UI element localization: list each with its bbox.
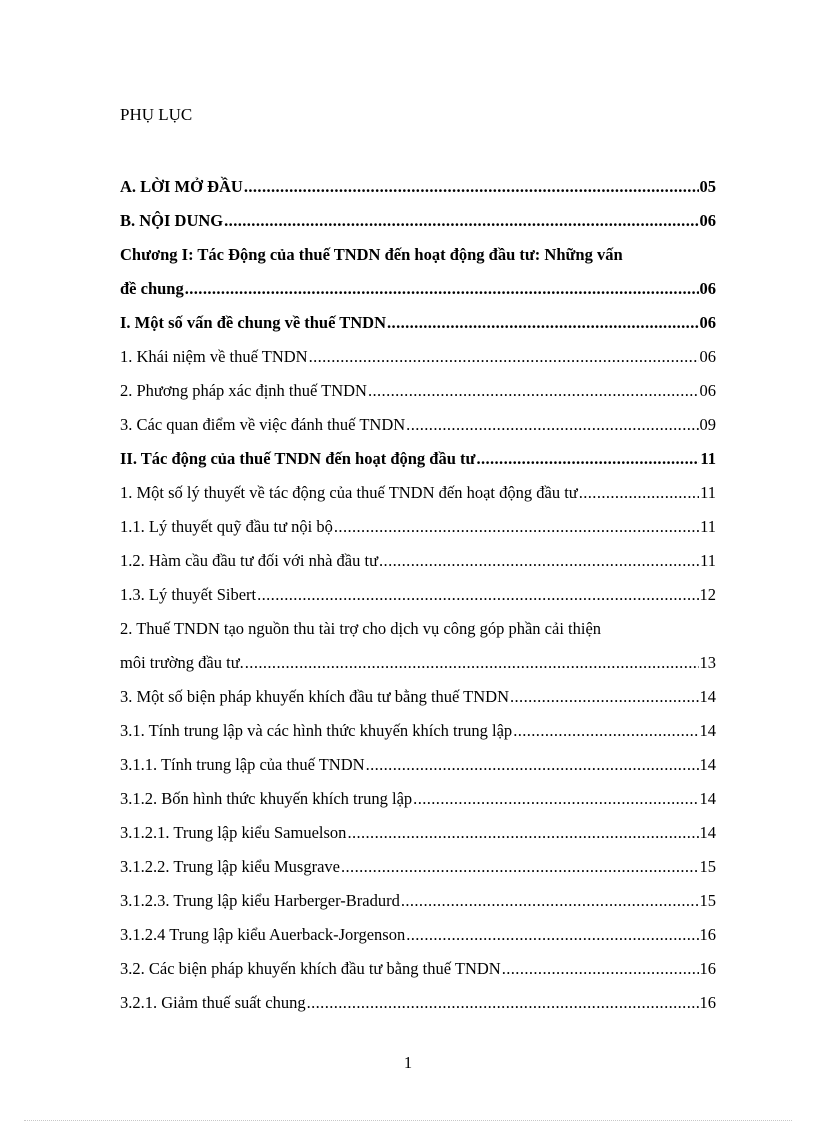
toc-entry-page: 11	[700, 449, 716, 468]
toc-dot-leader	[401, 884, 699, 918]
toc-entry	[120, 782, 716, 816]
toc-entry-page: 16	[699, 993, 716, 1012]
toc-dot-leader	[406, 408, 698, 442]
toc-entry-title: 1. Khái niệm về thuế TNDN	[120, 347, 308, 366]
toc-entry-title: A. LỜI MỞ ĐẦU	[120, 177, 243, 196]
toc-entry-title: 3.1.2.4 Trung lập kiểu Auerback-Jorgenson	[120, 925, 406, 944]
toc-entry	[120, 918, 716, 952]
toc-dot-leader	[579, 476, 699, 510]
toc-entry	[120, 476, 716, 510]
toc-dot-leader	[245, 646, 699, 680]
toc-dot-leader	[257, 578, 698, 612]
toc-entry	[120, 272, 716, 306]
toc-entry-page: 09	[699, 415, 716, 434]
page-number: 1	[403, 1053, 413, 1072]
toc-entry-title: 2. Phương pháp xác định thuế TNDN	[120, 381, 367, 400]
toc-dot-leader	[224, 204, 698, 238]
toc-entry	[120, 612, 716, 646]
toc-entry-title: Chương I: Tác Động của thuế TNDN đến hoạt động đầu tư: Những vấn	[120, 245, 623, 264]
toc-entry	[120, 816, 716, 850]
toc-dot-leader	[476, 442, 699, 476]
toc-entry-page: 06	[699, 347, 716, 366]
toc-entry-title: 3.1.2. Bốn hình thức khuyến khích trung lập	[120, 789, 413, 808]
toc-entry-page: 05	[699, 177, 716, 196]
toc-entry-title: 1. Một số lý thuyết về tác động của thuế TNDN đến hoạt động đầu tư	[120, 483, 578, 502]
toc-entry-title: 3.1.2.3. Trung lập kiểu Harberger-Bradurd	[120, 891, 400, 910]
toc-entry-page: 06	[699, 279, 716, 298]
toc-entry-page: 06	[699, 211, 716, 230]
toc-entry-title: 3.1.2.1. Trung lập kiểu Samuelson	[120, 823, 347, 842]
toc-entry	[120, 646, 716, 680]
toc-dot-leader	[510, 680, 699, 714]
toc-dot-leader	[347, 816, 698, 850]
toc-entry-title: 3.2.1. Giảm thuế suất chung	[120, 993, 306, 1012]
toc-entry-page: 12	[699, 585, 716, 604]
toc-entry	[120, 748, 716, 782]
toc-entry-page: 06	[699, 381, 716, 400]
toc-entry-page: 11	[700, 483, 716, 502]
toc-entry-title: môi trường đầu tư.	[120, 653, 244, 672]
toc-entry-title: 1.2. Hàm cầu đầu tư đối với nhà đầu tư	[120, 551, 379, 570]
toc-entry-page: 14	[699, 687, 716, 706]
toc-dot-leader	[368, 374, 699, 408]
toc-entry-title: 3. Các quan điểm về việc đánh thuế TNDN	[120, 415, 406, 434]
toc-dot-leader	[244, 170, 699, 204]
toc-entry	[120, 884, 716, 918]
table-of-contents	[120, 170, 716, 1020]
toc-dot-leader	[185, 272, 699, 306]
toc-dot-leader	[406, 918, 698, 952]
toc-entry	[120, 204, 716, 238]
toc-entry-title: 2. Thuế TNDN tạo nguồn thu tài trợ cho dịch vụ công góp phần cải thiện	[120, 619, 602, 638]
toc-entry-title: 3.1.1. Tính trung lập của thuế TNDN	[120, 755, 365, 774]
toc-entry	[120, 714, 716, 748]
toc-entry-page: 16	[699, 925, 716, 944]
toc-entry	[120, 986, 716, 1020]
toc-dot-leader	[513, 714, 698, 748]
toc-entry	[120, 408, 716, 442]
toc-entry-page: 15	[699, 891, 716, 910]
toc-entry	[120, 442, 716, 476]
toc-entry	[120, 340, 716, 374]
toc-entry	[120, 306, 716, 340]
toc-dot-leader	[502, 952, 699, 986]
toc-entry-title: đề chung	[120, 279, 184, 298]
toc-dot-leader	[387, 306, 698, 340]
toc-dot-leader	[379, 544, 699, 578]
toc-entry-page: 13	[699, 653, 716, 672]
toc-entry-page: 16	[699, 959, 716, 978]
toc-entry-title: 3. Một số biện pháp khuyến khích đầu tư bằng thuế TNDN	[120, 687, 509, 706]
page-heading: PHỤ LỤC	[120, 105, 193, 124]
toc-entry-title: B. NỘI DUNG	[120, 211, 224, 230]
toc-entry-page: 14	[699, 755, 716, 774]
toc-entry-page: 14	[699, 823, 716, 842]
toc-entry-title: II. Tác động của thuế TNDN đến hoạt động đầu tư	[120, 449, 476, 468]
toc-entry	[120, 578, 716, 612]
toc-entry-page: 14	[699, 721, 716, 740]
toc-dot-leader	[413, 782, 698, 816]
toc-entry	[120, 170, 716, 204]
toc-entry	[120, 544, 716, 578]
toc-dot-leader	[309, 340, 699, 374]
toc-dot-leader	[334, 510, 699, 544]
page-bottom-border	[24, 1120, 792, 1121]
toc-entry-title: 3.1. Tính trung lập và các hình thức khuyến khích trung lập	[120, 721, 513, 740]
toc-entry	[120, 680, 716, 714]
toc-entry-title: 1.3. Lý thuyết Sibert	[120, 585, 257, 604]
toc-entry	[120, 238, 716, 272]
toc-entry-page: 14	[699, 789, 716, 808]
toc-entry-title: 3.1.2.2. Trung lập kiểu Musgrave	[120, 857, 340, 876]
toc-dot-leader	[307, 986, 699, 1020]
toc-entry-title: I. Một số vấn đề chung về thuế TNDN	[120, 313, 387, 332]
toc-entry-page: 15	[699, 857, 716, 876]
toc-dot-leader	[366, 748, 699, 782]
toc-entry	[120, 374, 716, 408]
toc-entry	[120, 510, 716, 544]
toc-entry-page: 06	[699, 313, 716, 332]
toc-entry-page: 11	[700, 517, 716, 536]
toc-entry	[120, 850, 716, 884]
toc-entry-title: 1.1. Lý thuyết quỹ đầu tư nội bộ	[120, 517, 333, 536]
toc-entry-page: 11	[700, 551, 716, 570]
toc-entry-title: 3.2. Các biện pháp khuyến khích đầu tư bằng thuế TNDN	[120, 959, 501, 978]
toc-dot-leader	[341, 850, 699, 884]
toc-entry	[120, 952, 716, 986]
